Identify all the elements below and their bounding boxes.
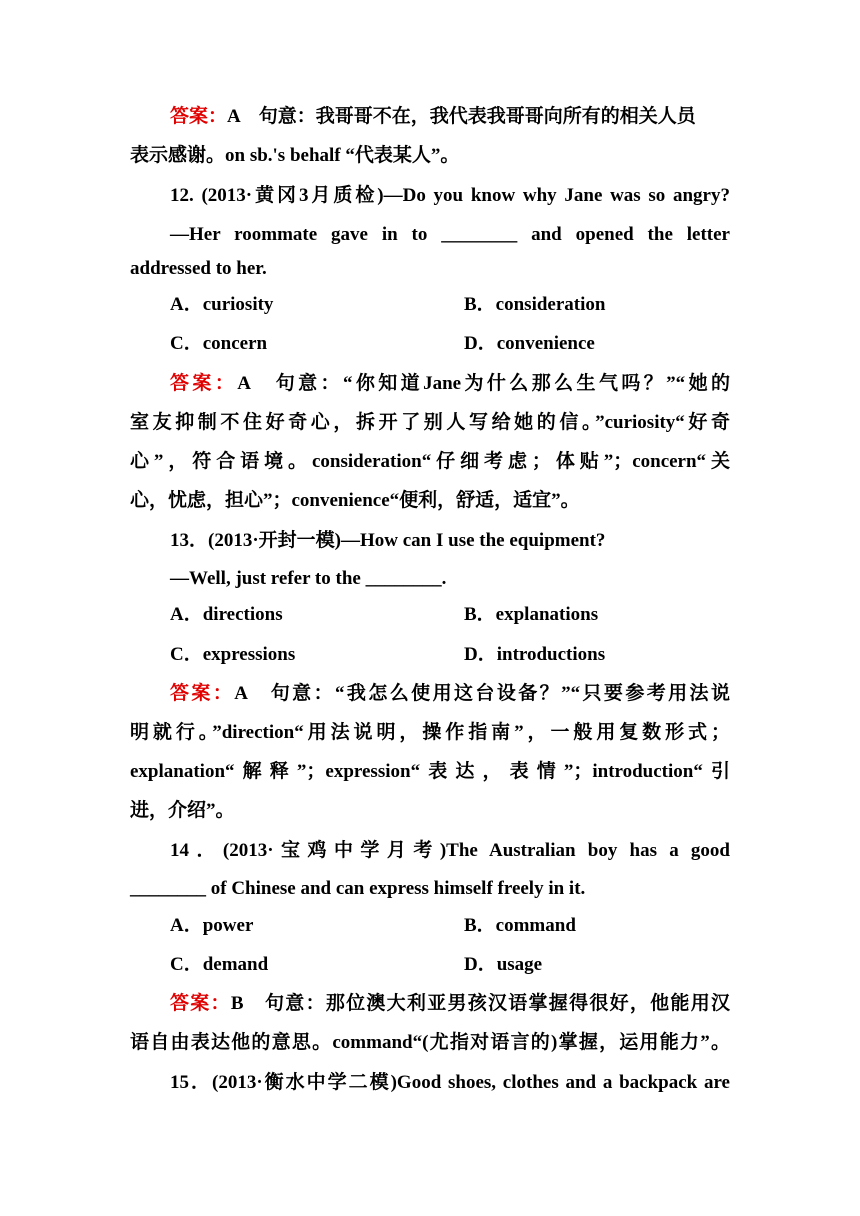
answer-14-line-2: 语自由表达他的意思。command“(尤指对语言的)掌握，运用能力”。: [130, 1032, 730, 1053]
question-12-stem-2: —Her roommate gave in to ________ and opened the letter: [170, 224, 730, 245]
question-14-option-b: B．command: [464, 915, 576, 936]
question-13-option-a: A．directions: [170, 604, 283, 625]
question-13-stem-1: 13．(2013·开封一模)—How can I use the equipment?: [170, 530, 606, 551]
question-13-option-d: D．introductions: [464, 644, 606, 665]
answer-13-line-3: explanation“解释”；expression“表达，表情”；introduction“引: [130, 761, 730, 782]
question-12-option-a: A．curiosity: [170, 294, 274, 315]
answer-13-line-2: 明就行。”direction“用法说明，操作指南”，一般用复数形式；: [130, 722, 730, 743]
answer-12-line-3: 心”，符合语境。consideration“仔细考虑；体贴”；concern“关: [130, 451, 730, 472]
question-14-stem-2: ________ of Chinese and can express himself freely in it.: [130, 878, 586, 899]
question-15-stem-1: 15．(2013·衡水中学二模)Good shoes, clothes and a backpack are: [170, 1072, 730, 1093]
question-12-option-c: C．concern: [170, 333, 268, 354]
answer-12-line-2: 室友抑制不住好奇心，拆开了别人写给她的信。”curiosity“好奇: [130, 412, 730, 433]
question-12-option-b: B．consideration: [464, 294, 606, 315]
question-12-stem-3: addressed to her.: [130, 258, 267, 279]
answer-12-line-1: 答案：A 句意：“你知道Jane为什么那么生气吗？”“她的: [170, 373, 730, 394]
answer-label: 答案：: [170, 106, 228, 127]
answer-13-line-1: 答案：A 句意：“我怎么使用这台设备？”“只要参考用法说: [170, 683, 730, 704]
answer-11-line-1: 答案：A 句意：我哥哥不在，我代表我哥哥向所有的相关人员: [170, 106, 696, 127]
question-13-option-c: C．expressions: [170, 644, 296, 665]
answer-12-line-4: 心，忧虑，担心”；convenience“便利，舒适，适宜”。: [130, 490, 580, 511]
question-12-stem-1: 12. (2013·黄冈3月质检)—Do you know why Jane was so angry?: [170, 185, 730, 206]
question-13-option-b: B．explanations: [464, 604, 599, 625]
answer-11-line-2: 表示感谢。on sb.'s behalf “代表某人”。: [130, 145, 460, 166]
question-14-option-a: A．power: [170, 915, 254, 936]
answer-14-line-1: 答案：B 句意：那位澳大利亚男孩汉语掌握得很好，他能用汉: [170, 993, 730, 1014]
answer-label: 答案：: [170, 993, 231, 1014]
question-14-stem-1: 14．(2013·宝鸡中学月考)The Australian boy has a good: [170, 840, 730, 861]
question-14-option-d: D．usage: [464, 954, 543, 975]
answer-label: 答案：: [170, 683, 235, 704]
question-13-stem-2: —Well, just refer to the ________.: [170, 568, 447, 589]
question-14-option-c: C．demand: [170, 954, 269, 975]
answer-label: 答案：: [170, 373, 238, 394]
answer-13-line-4: 进，介绍”。: [130, 800, 235, 821]
question-12-option-d: D．convenience: [464, 333, 595, 354]
